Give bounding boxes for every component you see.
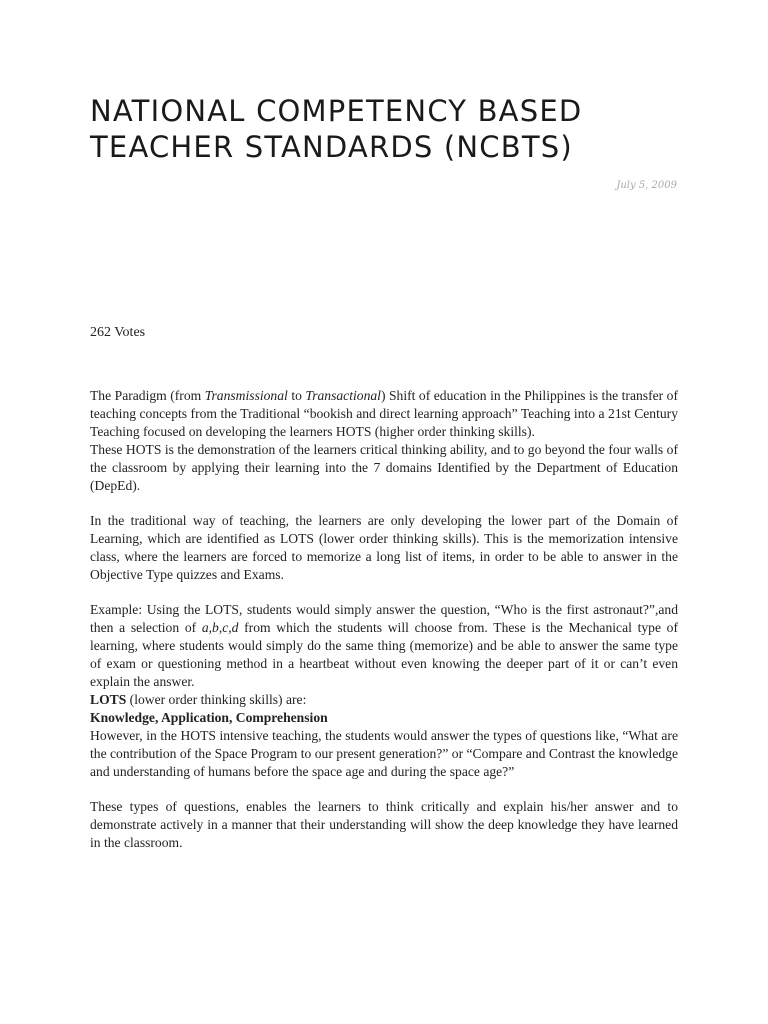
paradigm-text-c: to	[287, 388, 306, 403]
title-line-2: TEACHER STANDARDS (NCBTS)	[90, 130, 573, 164]
title-line-1: NATIONAL COMPETENCY BASED	[90, 94, 583, 128]
paragraph-gap	[90, 495, 678, 512]
vote-count: 262 Votes	[90, 325, 146, 340]
document-title	[90, 93, 690, 165]
lots-text: (lower order thinking skills) are:	[126, 692, 307, 707]
paragraph-conclusion: These types of questions, enables the learners to think critically and explain his/her answer and to demonstrate actively in a manner that their understanding will show the deep knowledge they have learned in the classroom.	[90, 799, 678, 850]
lots-label: LOTS	[90, 692, 127, 707]
paradigm-text-transmissional: Transmissional	[204, 388, 288, 403]
paragraph-lots-list: Knowledge, Application, Comprehension	[90, 710, 328, 725]
example-text-c: from which the students will choose from. These is the Mechanical type of learning, where students would simply do the same thing (memorize) and be able to answer the same type of exam or questioning method in a heartbeat without even knowing the deeper part of it or can’t even explain the answer.	[90, 620, 678, 689]
example-text-options: a,b,c,d	[201, 620, 239, 635]
paragraph-traditional: In the traditional way of teaching, the learners are only developing the lower part of the Domain of Learning, which are identified as LOTS (lower order thinking skills). This is the memorization intensive class, where the learners are forced to memorize a long list of items, in order to be able to answer in the Objective Type quizzes and Exams.	[90, 513, 678, 582]
paragraph-paradigm	[90, 387, 678, 441]
paragraph-example	[90, 601, 678, 691]
paradigm-text-e: ) Shift of education in the Philippines is the transfer of teaching concepts from the Traditional “bookish and direct learning approach” Teaching into a 21st Century Teaching focused on developing the learners HOTS (higher order thinking skills).	[90, 388, 678, 439]
paragraph-gap	[90, 781, 678, 798]
paragraph-lots	[90, 691, 678, 709]
publish-date: July 5, 2009	[616, 180, 677, 191]
example-text-a: Example: Using the LOTS, students would simply answer the question, “Who is the first astronaut?”,and then a selection of	[90, 602, 678, 635]
paradigm-text-a: The Paradigm (from	[90, 388, 205, 403]
paragraph-hots: These HOTS is the demonstration of the learners critical thinking ability, and to go beyond the four walls of the classroom by applying their learning into the 7 domains Identified by the Department of Education (DepEd).	[90, 442, 678, 493]
paradigm-text-transactional: Transactional	[305, 388, 381, 403]
article-body	[90, 387, 678, 852]
paragraph-however: However, in the HOTS intensive teaching, the students would answer the types of questions like, “What are the contribution of the Space Program to our present generation?” or “Compare and Contrast the knowledge and understanding of humans before the space age and during the space age?”	[90, 728, 678, 779]
paragraph-gap	[90, 584, 678, 601]
